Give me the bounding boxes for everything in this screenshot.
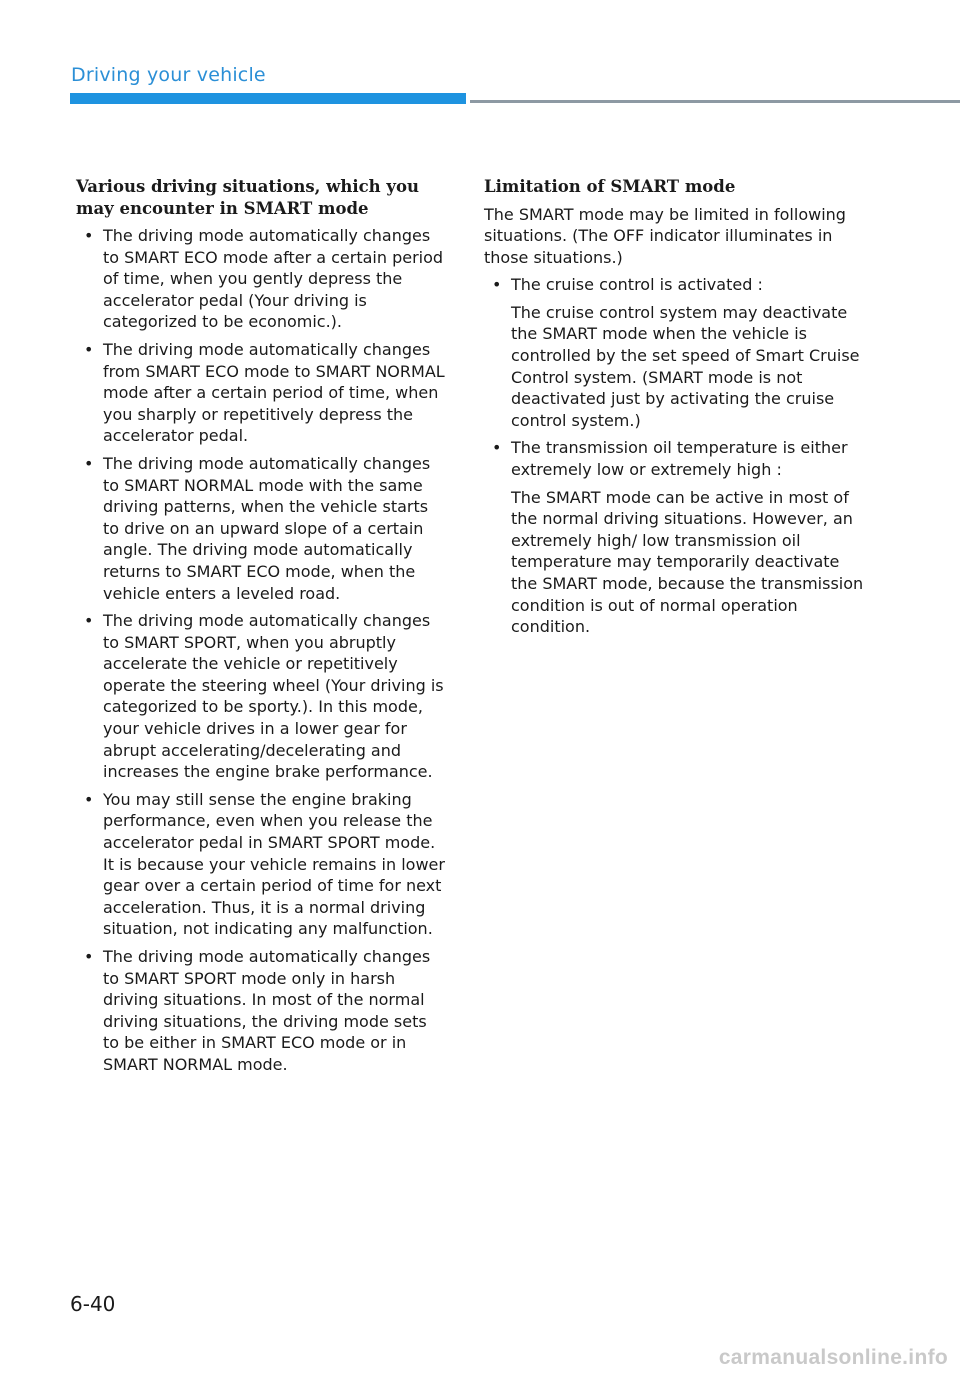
bullet-glyph: • (84, 339, 94, 359)
list-item-body: The SMART mode can be active in most of the normal driving situations. However, an extremely high/ low transmission oil temperature may temporarily deactivate the SMART mode, because the transmission condition is out of normal operation condition. (511, 487, 864, 637)
bullet-glyph: • (84, 947, 94, 966)
page-header-title: Driving your vehicle (71, 64, 266, 86)
list-item (76, 339, 446, 447)
list-item-text: The driving mode automatically changes to SMART SPORT mode only in harsh driving situations. In most of the normal driving situations, the driving mode sets to be either in SMART ECO mode or in SMART NORMAL mode. (103, 947, 431, 1074)
watermark: carmanualsonline.info (718, 1346, 948, 1369)
header-rule-accent (70, 93, 466, 104)
driving-situations-list (76, 225, 446, 1076)
bullet-glyph: • (84, 611, 94, 631)
list-item-title: The transmission oil temperature is either extremely low or extremely high : (511, 438, 848, 480)
list-item (76, 789, 446, 940)
bullet-glyph: • (84, 453, 94, 473)
limitation-intro: The SMART mode may be limited in following situations. (The OFF indicator illuminates in those situations.) (484, 204, 846, 267)
list-item (484, 274, 864, 431)
limitation-list (484, 274, 864, 638)
bullet-glyph: • (84, 226, 94, 245)
section-heading-limitation: Limitation of SMART mode (484, 177, 736, 196)
list-item-text: The driving mode automatically changes to SMART NORMAL mode with the same driving patterns, when the vehicle starts to drive on an upward slope of a certain angle. The driving mode automatically returns to SMART ECO mode, when the vehicle enters a leveled road. (103, 453, 431, 603)
bullet-glyph: • (492, 438, 502, 458)
list-item (76, 453, 446, 604)
section-heading-driving-situations: Various driving situations, which you may encounter in SMART mode (76, 177, 419, 218)
bullet-glyph: • (492, 275, 502, 295)
right-column (484, 176, 864, 644)
list-item-text: You may still sense the engine braking performance, even when you release the accelerator pedal in SMART SPORT mode. It is because your vehicle remains in lower gear over a certain period of time for next acceleration. Thus, it is a normal driving situation, not indicating any malfunction. (103, 789, 445, 939)
bullet-glyph: • (84, 789, 94, 809)
list-item (76, 946, 446, 1076)
page-number: 6-40 (70, 1292, 116, 1316)
list-item-body: The cruise control system may deactivate the SMART mode when the vehicle is controlled by the set speed of Smart Cruise Control system. (SMART mode is not deactivated just by activating the cruise control system.) (511, 302, 860, 430)
list-item-title: The cruise control is activated : (511, 275, 763, 295)
list-item-text: The driving mode automatically changes from SMART ECO mode to SMART NORMAL mode after a certain period of time, when you sharply or repetitively depress the accelerator pedal. (103, 339, 445, 446)
list-item (76, 225, 446, 333)
list-item-text: The driving mode automatically changes to SMART SPORT, when you abruptly accelerate the vehicle or repetitively operate the steering wheel (Your driving is categorized to be sporty.). In this mode, your vehicle drives in a lower gear for abrupt accelerating/decelerating and increases the engine brake performance. (103, 611, 444, 782)
list-item (76, 610, 446, 783)
left-column (76, 176, 446, 1082)
list-item-text: The driving mode automatically changes to SMART ECO mode after a certain period of time, when you gently depress the accelerator pedal (Your driving is categorized to be economic.). (103, 226, 444, 332)
header-rule-gray (470, 100, 960, 103)
list-item (484, 437, 864, 637)
